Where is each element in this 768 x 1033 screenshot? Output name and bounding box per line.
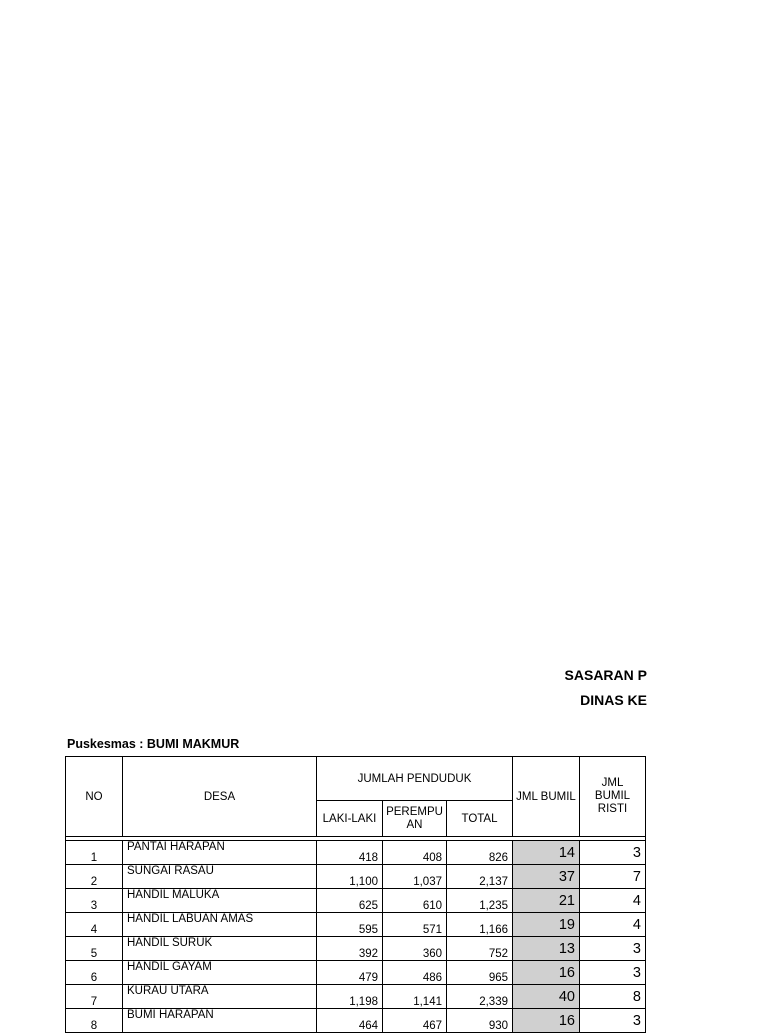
row-laki-laki: 479 [317, 961, 383, 985]
table-row [66, 961, 646, 985]
row-perempuan: 1,037 [383, 865, 447, 889]
table-row [66, 937, 646, 961]
row-jml-bumil: 13 [513, 937, 580, 961]
row-no: 4 [66, 913, 123, 937]
row-total: 1,235 [447, 889, 513, 913]
row-total: 1,166 [447, 913, 513, 937]
row-desa: BUMI HARAPAN [123, 1009, 317, 1033]
table-row [66, 889, 646, 913]
row-jml-bumil-risti: 3 [580, 841, 646, 865]
row-jml-bumil: 21 [513, 889, 580, 913]
row-total: 2,137 [447, 865, 513, 889]
row-desa: PANTAI HARAPAN [123, 841, 317, 865]
row-jml-bumil-risti: 8 [580, 985, 646, 1009]
table-row [66, 1009, 646, 1033]
row-perempuan: 467 [383, 1009, 447, 1033]
row-perempuan: 486 [383, 961, 447, 985]
row-laki-laki: 595 [317, 913, 383, 937]
row-desa: KURAU UTARA [123, 985, 317, 1009]
row-desa: HANDIL MALUKA [123, 889, 317, 913]
row-laki-laki: 464 [317, 1009, 383, 1033]
row-no: 7 [66, 985, 123, 1009]
row-desa: SUNGAI RASAU [123, 865, 317, 889]
row-no: 5 [66, 937, 123, 961]
row-laki-laki: 392 [317, 937, 383, 961]
row-jml-bumil: 40 [513, 985, 580, 1009]
row-perempuan: 360 [383, 937, 447, 961]
row-jml-bumil-risti: 4 [580, 913, 646, 937]
table-row [66, 841, 646, 865]
row-jml-bumil: 16 [513, 961, 580, 985]
table-row [66, 985, 646, 1009]
header-laki: LAKI-LAKI [317, 801, 383, 837]
puskesmas-label: Puskesmas : BUMI MAKMUR [67, 737, 240, 751]
row-desa: HANDIL SURUK [123, 937, 317, 961]
row-perempuan: 408 [383, 841, 447, 865]
header-no: NO [66, 757, 123, 837]
row-jml-bumil-risti: 3 [580, 961, 646, 985]
row-perempuan: 1,141 [383, 985, 447, 1009]
header-jml-bumil-risti: JML BUMIL RISTI [580, 757, 646, 837]
row-desa: HANDIL LABUAN AMAS [123, 913, 317, 937]
row-perempuan: 571 [383, 913, 447, 937]
row-total: 965 [447, 961, 513, 985]
row-jml-bumil-risti: 3 [580, 1009, 646, 1033]
row-jml-bumil: 37 [513, 865, 580, 889]
row-total: 930 [447, 1009, 513, 1033]
document-title-line2: DINAS KE [580, 692, 647, 708]
row-no: 8 [66, 1009, 123, 1033]
row-jml-bumil: 19 [513, 913, 580, 937]
row-laki-laki: 418 [317, 841, 383, 865]
row-no: 1 [66, 841, 123, 865]
row-total: 2,339 [447, 985, 513, 1009]
row-total: 752 [447, 937, 513, 961]
header-jml-bumil: JML BUMIL [513, 757, 580, 837]
row-no: 6 [66, 961, 123, 985]
document-title-line1: SASARAN P [564, 667, 647, 683]
header-perempuan: PEREMPU AN [383, 801, 447, 837]
row-jml-bumil-risti: 7 [580, 865, 646, 889]
header-jumlah-penduduk: JUMLAH PENDUDUK [317, 757, 513, 801]
row-laki-laki: 1,100 [317, 865, 383, 889]
row-jml-bumil-risti: 4 [580, 889, 646, 913]
row-laki-laki: 625 [317, 889, 383, 913]
row-laki-laki: 1,198 [317, 985, 383, 1009]
header-desa: DESA [123, 757, 317, 837]
header-total: TOTAL [447, 801, 513, 837]
table-row [66, 865, 646, 889]
row-no: 3 [66, 889, 123, 913]
population-table [65, 756, 646, 1033]
row-jml-bumil: 16 [513, 1009, 580, 1033]
row-perempuan: 610 [383, 889, 447, 913]
row-desa: HANDIL GAYAM [123, 961, 317, 985]
table-row [66, 913, 646, 937]
row-total: 826 [447, 841, 513, 865]
row-jml-bumil: 14 [513, 841, 580, 865]
row-no: 2 [66, 865, 123, 889]
row-jml-bumil-risti: 3 [580, 937, 646, 961]
